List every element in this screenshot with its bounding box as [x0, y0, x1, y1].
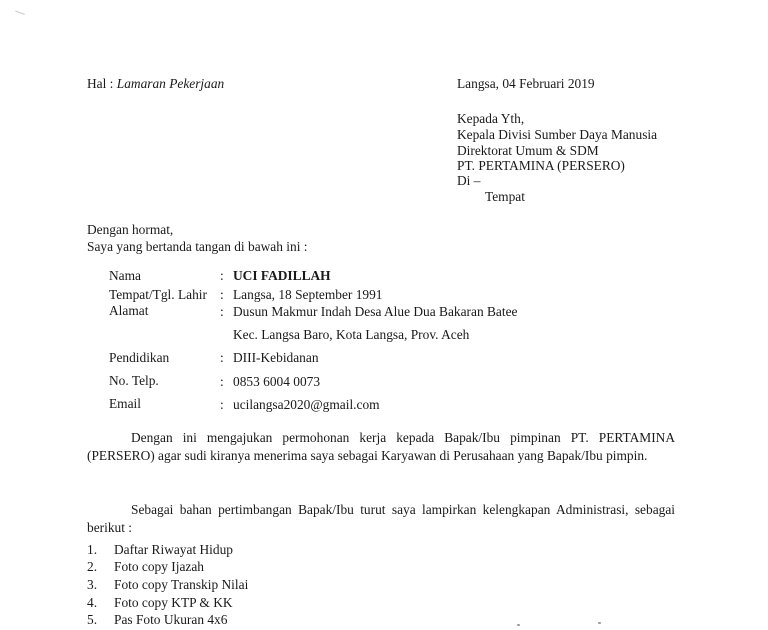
list-item: Daftar Riwayat Hidup [114, 542, 233, 557]
list-item: Foto copy Transkip Nilai [114, 577, 249, 592]
scan-mark [13, 11, 25, 21]
recipient-line-6: Tempat [485, 189, 525, 204]
list-item-number: 1. [87, 542, 98, 557]
colon: : [220, 287, 224, 302]
colon: : [220, 374, 224, 389]
greeting: Dengan hormat, [87, 222, 174, 237]
address-line-2: Kec. Langsa Baro, Kota Langsa, Prov. Aceh [233, 327, 470, 342]
subject-prefix: Hal : [87, 76, 117, 91]
recipient-line-4: PT. PERTAMINA (PERSERO) [457, 158, 625, 173]
recipient-line-1: Kepada Yth, [457, 111, 525, 126]
address-label: Alamat [109, 303, 149, 318]
recipient-line-5: Di – [457, 173, 481, 188]
education-value: DIII-Kebidanan [233, 350, 319, 365]
address-line-1: Dusun Makmur Indah Desa Alue Dua Bakaran Batee [233, 304, 518, 319]
list-item-number: 4. [87, 595, 98, 610]
place-date: Langsa, 04 Februari 2019 [457, 76, 595, 91]
list-item: Pas Foto Ukuran 4x6 [114, 612, 228, 627]
birth-value: Langsa, 18 September 1991 [233, 287, 383, 302]
phone-label: No. Telp. [109, 373, 159, 388]
subject-line [87, 76, 224, 92]
colon: : [220, 350, 224, 365]
intro-text: Saya yang bertanda tangan di bawah ini : [87, 239, 308, 254]
birth-label: Tempat/Tgl. Lahir [109, 287, 207, 302]
education-label: Pendidikan [109, 350, 170, 365]
scan-speck [598, 622, 601, 624]
subject-text: Lamaran Pekerjaan [116, 76, 225, 91]
email-label: Email [109, 396, 141, 411]
colon: : [220, 268, 224, 283]
recipient-line-2: Kepala Divisi Sumber Daya Manusia [457, 127, 658, 142]
list-item: Foto copy Ijazah [114, 559, 204, 574]
list-item-number: 3. [87, 577, 98, 592]
name-value: UCI FADILLAH [233, 268, 331, 283]
email-value: ucilangsa2020@gmail.com [233, 397, 380, 412]
scan-speck [517, 624, 520, 626]
colon: : [220, 304, 224, 319]
colon: : [220, 397, 224, 412]
body-paragraph-1: Dengan ini mengajukan permohonan kerja kepada Bapak/Ibu pimpinan PT. PERTAMINA (PERSERO) agar sudi kiranya menerima saya sebagai Karyawan di Perusahaan yang Bapak/Ibu pimpin. [87, 430, 675, 463]
list-item-number: 2. [87, 559, 98, 574]
body-paragraph-2: Sebagai bahan pertimbangan Bapak/Ibu turut saya lampirkan kelengkapan Administrasi, sebagai berikut : [87, 502, 675, 535]
list-item: Foto copy KTP & KK [114, 595, 233, 610]
name-label: Nama [109, 268, 141, 283]
list-item-number: 5. [87, 612, 98, 627]
phone-value: 0853 6004 0073 [233, 374, 321, 389]
recipient-line-3: Direktorat Umum & SDM [457, 143, 599, 158]
